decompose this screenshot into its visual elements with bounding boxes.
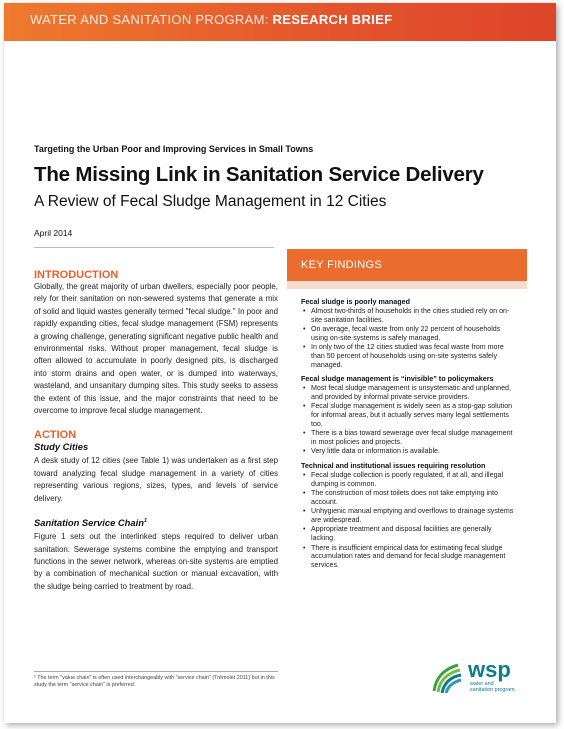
- wsp-tagline-line2: sanitation program: [470, 687, 515, 694]
- header-banner: [4, 3, 556, 41]
- wsp-tagline: [470, 681, 515, 693]
- key-findings-item: • In only two of the 12 cities studied was fecal waste from more than 50 percent of households using on-site systems safely managed.: [311, 343, 517, 369]
- research-brief-page: [4, 3, 556, 723]
- title-divider: [34, 247, 274, 248]
- key-findings-item: • There is insufficient empirical data for estimating fecal sludge accumulation rates and demand for fecal sludge management services.: [311, 544, 517, 570]
- key-findings-list: [301, 307, 517, 369]
- key-findings-body: [287, 289, 527, 569]
- key-findings-item: • There is a bias toward sewerage over fecal sludge management in most policies and projects.: [311, 429, 517, 446]
- key-findings-item: • On average, fecal waste from only 22 percent of households using on-site systems is safely managed.: [311, 325, 517, 342]
- wsp-tagline-line1: water and: [470, 681, 494, 687]
- left-column: [34, 269, 278, 593]
- key-findings-heading: KEY FINDINGS: [287, 249, 527, 289]
- service-chain-heading-text: Sanitation Service Chain: [34, 517, 144, 529]
- footnote-divider: [34, 671, 278, 672]
- series-subheading: Targeting the Urban Poor and Improving Services in Small Towns: [34, 144, 314, 154]
- key-findings-box: [287, 249, 527, 574]
- key-findings-item: • Most fecal sludge management is unsystematic and unplanned, and provided by informal private service providers.: [311, 384, 517, 401]
- key-findings-item: • The construction of most toilets does not take emptying into account.: [311, 489, 517, 506]
- key-findings-section-heading: Fecal sludge management is “invisible” to policymakers: [301, 374, 494, 384]
- publication-date: April 2014: [34, 228, 73, 238]
- wsp-logo: [432, 659, 542, 699]
- introduction-heading: INTRODUCTION: [34, 269, 119, 281]
- document-title: The Missing Link in Sanitation Service Delivery: [34, 163, 484, 186]
- key-findings-list: [301, 471, 517, 570]
- document-subtitle: A Review of Fecal Sludge Management in 12 Cities: [34, 193, 387, 210]
- banner-title: [30, 12, 392, 27]
- introduction-text: Globally, the great majority of urban dwellers, especially poor people, rely for their sanitation on non-sewered systems that generate a mix of solid and liquid wastes generally termed "fecal sludge." In poor and rapidly expanding cities, fecal sludge management (FSM) represents a growing challenge, generating significant negative public health and environmental risks. Without proper management, fecal sludge is often allowed to accumulate in poorly designed pits, is discharged into storm drains and open water, or is dumped into waterways, wasteland, and unsanitary dumping sites. This study seeks to assess the extent of this issue, and the major constraints that need to be overcome to improve fecal sludge management.: [34, 282, 278, 416]
- footnote: ¹ The term "value chain" is often used interchangeably with "service chain" (Trémolet 2011) but in this study the term "service chain" is preferred.: [34, 675, 275, 688]
- key-findings-item: • Almost two-thirds of households in the cities studied rely on on-site sanitation facilities.: [311, 307, 517, 324]
- action-heading: ACTION: [34, 429, 77, 442]
- wsp-wordmark: wsp: [468, 657, 511, 682]
- key-findings-item: • Unhygienic manual emptying and overflows to drainage systems are widespread.: [311, 507, 517, 524]
- service-chain-heading: [34, 517, 278, 528]
- wsp-logo-mark-icon: [432, 659, 462, 693]
- key-findings-section-heading: Technical and institutional issues requiring resolution: [301, 460, 486, 470]
- key-findings-section-heading: Fecal sludge is poorly managed: [301, 297, 411, 306]
- key-findings-item: • Appropriate treatment and disposal facilities are generally lacking.: [311, 525, 517, 542]
- study-cities-text: A desk study of 12 cities (see Table 1) was undertaken as a first step toward analyzing fecal sludge management in a variety of cities representing various regions, sizes, types, and levels of service delivery.: [34, 456, 278, 503]
- service-chain-text: Figure 1 sets out the interlinked steps required to deliver urban sanitation. Sewerage systems combine the emptying and transport functions in the sewer network, whereas on-site systems are emptied by a combination of mechanical suction or manual excavation, with the sludge being carried to treatment by road.: [34, 532, 278, 591]
- banner-program: WATER AND SANITATION PROGRAM:: [30, 12, 269, 27]
- key-findings-item: • Fecal sludge management is widely seen as a stop-gap solution for informal areas, but it actually serves many legal settlements too.: [311, 402, 517, 428]
- banner-type: RESEARCH BRIEF: [272, 12, 393, 27]
- key-findings-item: • Very little data or information is available.: [311, 447, 517, 456]
- footnote-ref: 1: [143, 517, 147, 524]
- study-cities-heading: Study Cities: [34, 441, 89, 453]
- key-findings-item: • Fecal sludge collection is poorly regulated, if at all, and illegal dumping is common.: [311, 471, 517, 488]
- key-findings-list: [301, 384, 517, 456]
